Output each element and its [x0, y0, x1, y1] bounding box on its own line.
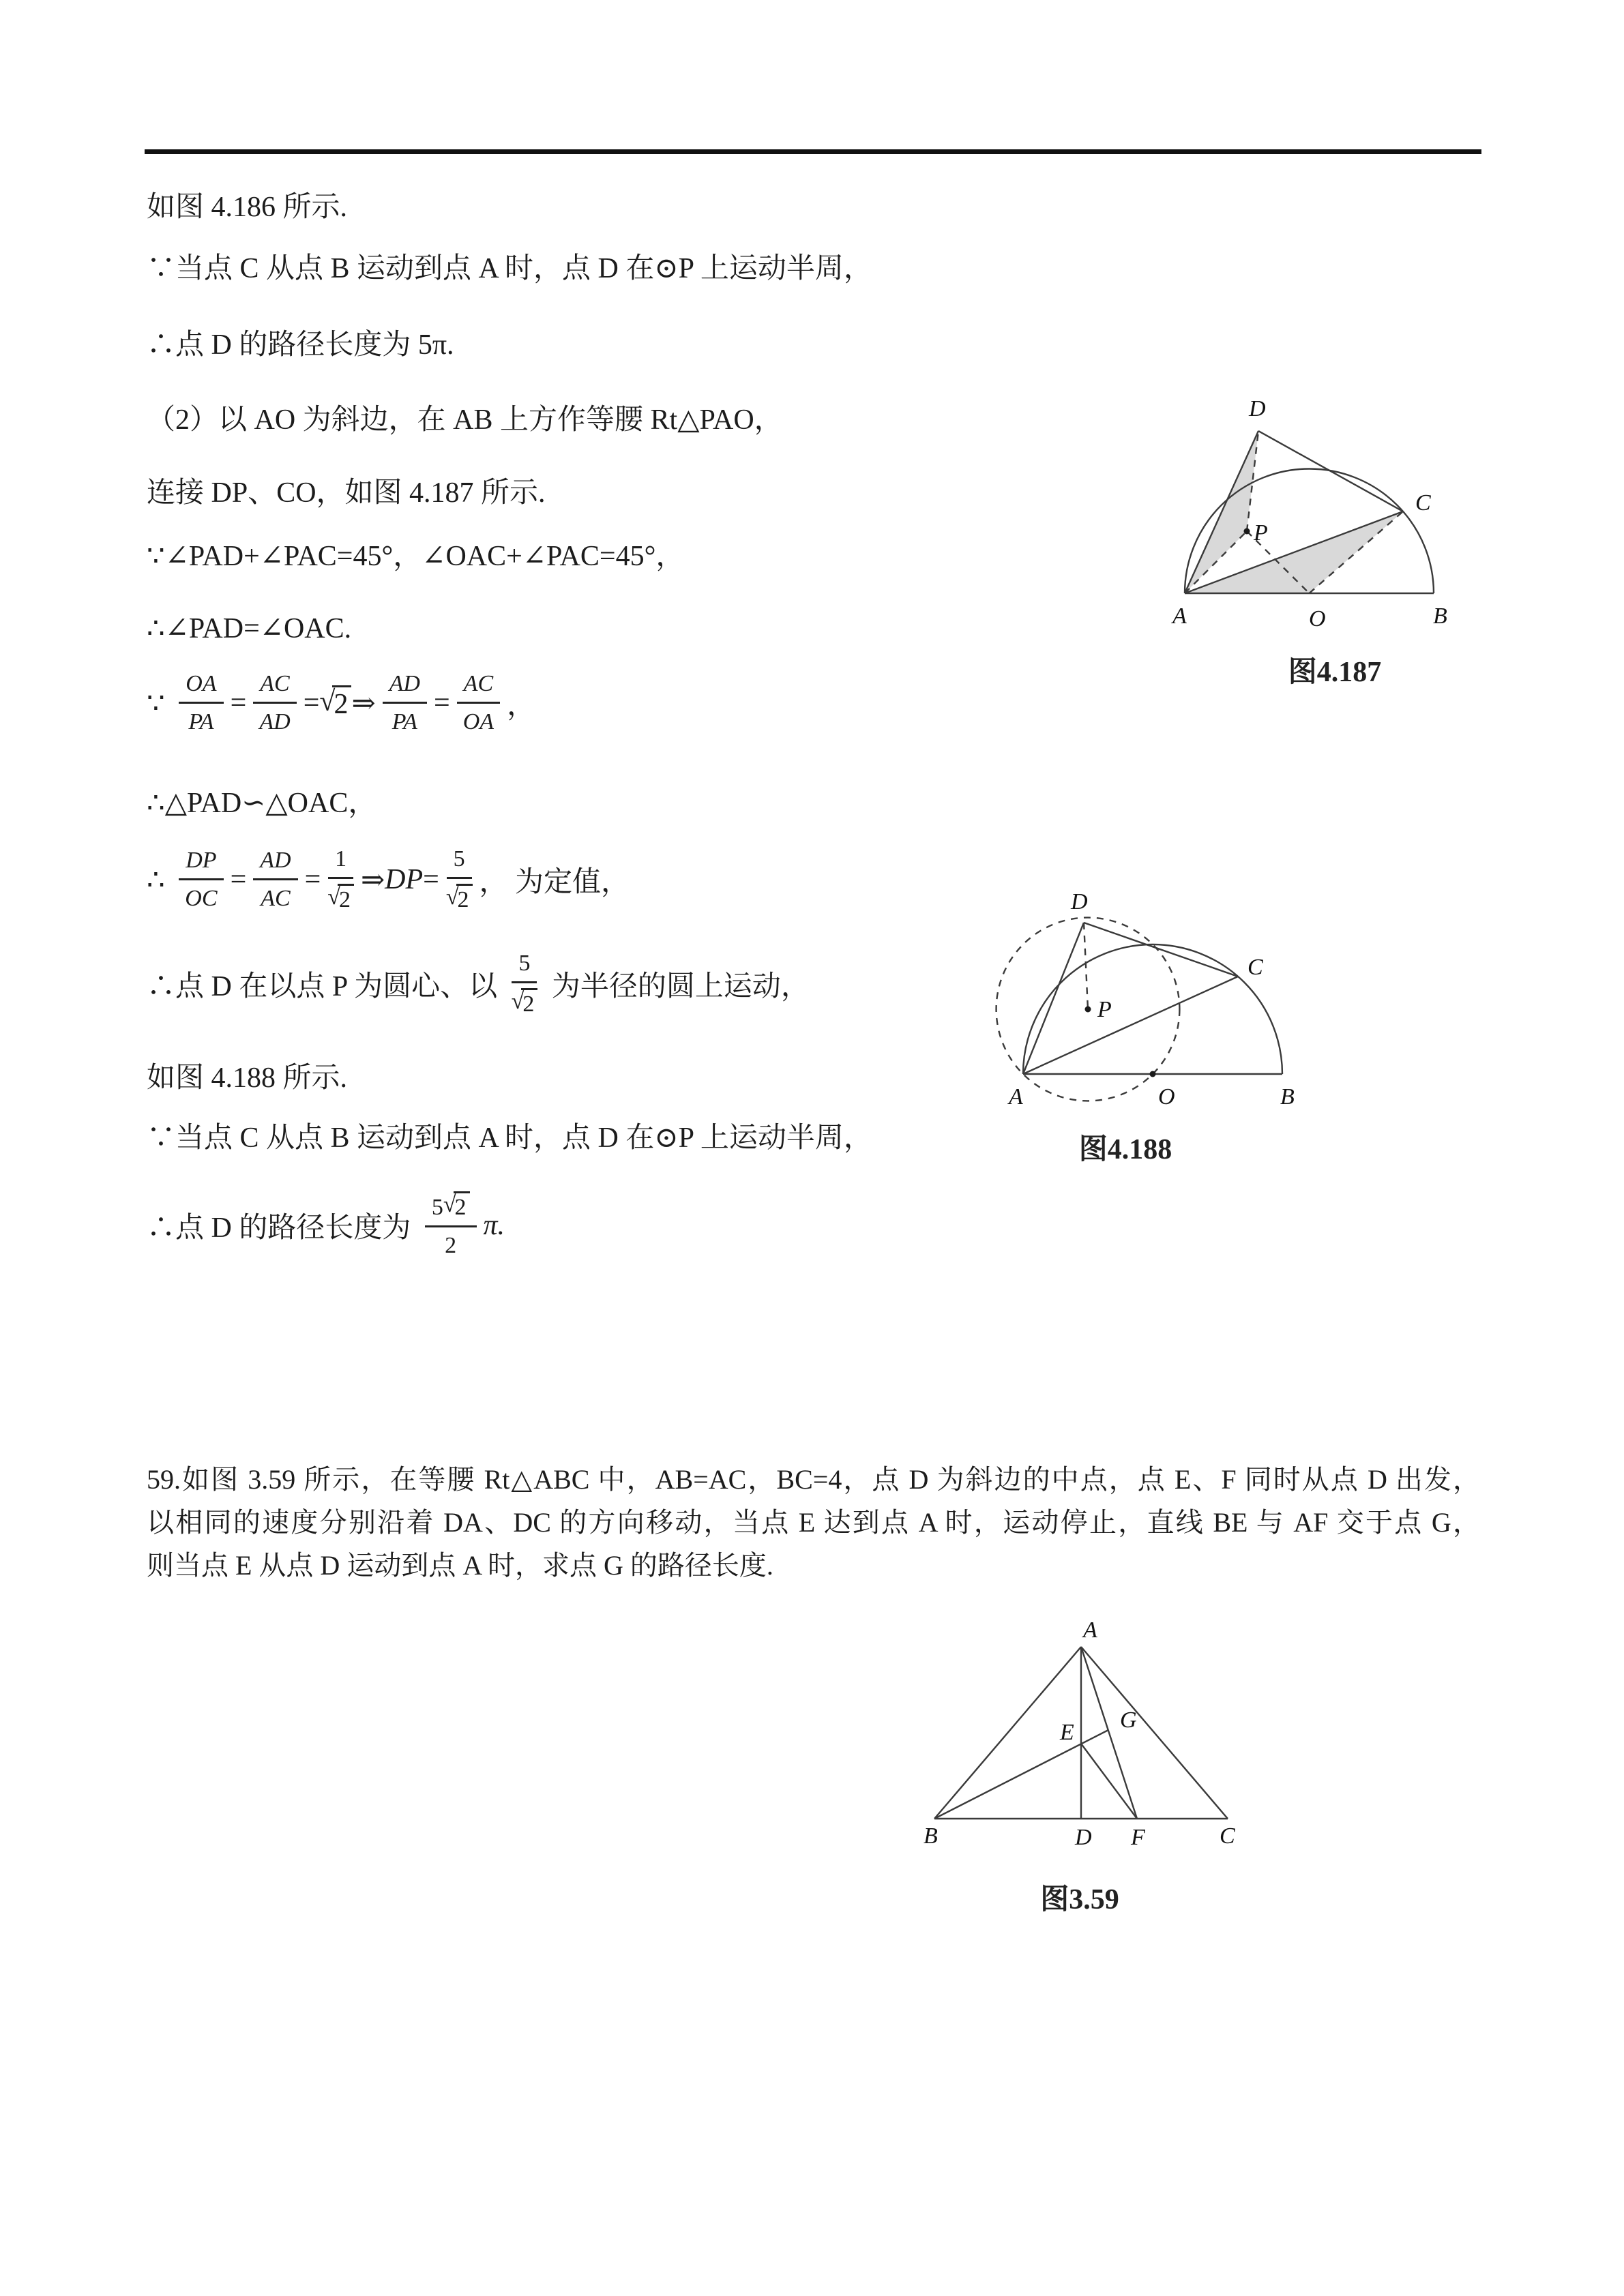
segment-AC	[1023, 976, 1238, 1074]
figure-4-188	[965, 808, 1333, 1122]
radicand: 2	[338, 884, 354, 913]
problem-59-line-3: 则当点 E 从点 D 运动到点 A 时，求点 G 的路径长度.	[147, 1550, 773, 1581]
radical-sign: √	[511, 989, 525, 1015]
segment-BA	[934, 1647, 1081, 1819]
implies-arrow: ⇒	[351, 687, 376, 719]
segment-EF	[1081, 1744, 1137, 1819]
label-F: F	[1131, 1825, 1145, 1850]
fraction-with-radical	[512, 950, 538, 1017]
figure-3-59-caption: 图3.59	[1040, 1884, 1119, 1915]
equals-sign: =	[423, 863, 439, 895]
coefficient: 5	[431, 1195, 443, 1220]
label-D: D	[1071, 889, 1088, 914]
fraction-denominator	[446, 879, 473, 913]
fraction-numerator	[425, 1191, 477, 1227]
label-G: G	[1120, 1708, 1137, 1733]
label-D: D	[1249, 396, 1266, 421]
fraction-denominator	[327, 879, 354, 913]
label-E: E	[1060, 1720, 1074, 1745]
text-line-7: ∴∠PAD=∠OAC.	[147, 613, 352, 644]
fraction	[253, 847, 297, 912]
radicand: 2	[454, 1191, 470, 1221]
fraction-numerator: OA	[179, 670, 223, 704]
implies-arrow: ⇒	[360, 864, 385, 896]
text-line-12: 如图 4.188 所示.	[147, 1062, 348, 1094]
fraction-numerator: 1	[328, 846, 353, 879]
fraction-numerator: 5	[512, 950, 537, 983]
fraction-with-radical	[327, 846, 354, 913]
label-D: D	[1075, 1825, 1092, 1850]
fraction-numerator: AD	[253, 847, 297, 880]
constant-value-note: ， 为定值，	[479, 866, 630, 898]
text-line-9: ∴△PAD∽△OAC，	[147, 788, 377, 819]
label-O: O	[1158, 1084, 1175, 1109]
fraction-numerator: 5	[447, 846, 472, 879]
fraction-numerator: AC	[457, 670, 500, 704]
formula-line-ratios-2	[147, 846, 630, 913]
fraction	[179, 847, 223, 912]
equals-sign: =	[230, 863, 247, 895]
segment-BG	[934, 1730, 1108, 1819]
because-symbol: ∵	[147, 687, 173, 719]
text-line-5: 连接 DP、CO，如图 4.187 所示.	[147, 477, 546, 509]
fraction-with-radical	[446, 846, 473, 913]
fraction	[383, 670, 427, 735]
text-line-6: ∵∠PAD+∠PAC=45°，∠OAC+∠PAC=45°，	[147, 541, 685, 572]
text-line-3: ∴点 D 的路径长度为 5π.	[147, 329, 454, 361]
label-C: C	[1415, 490, 1431, 516]
figure-4-187-caption: 图4.187	[1288, 657, 1382, 688]
point-O-dot	[1150, 1071, 1156, 1077]
fraction-numerator: AD	[383, 670, 427, 704]
fraction-denominator	[512, 983, 538, 1017]
label-O: O	[1309, 606, 1326, 631]
problem-59-line-2: 以相同的速度分别沿着 DA、DC 的方向移动，当点 E 达到点 A 时，运动停止，直线 BE 与 AF 交于点 G，	[147, 1507, 1480, 1538]
label-B: B	[1433, 603, 1447, 629]
label-A: A	[1009, 1084, 1023, 1109]
point-P-dot	[1244, 528, 1250, 535]
fraction-with-radical	[425, 1191, 477, 1259]
segment-DC	[1084, 923, 1238, 976]
label-P: P	[1097, 997, 1112, 1022]
equals-sign: =	[303, 687, 320, 719]
label-B: B	[924, 1823, 938, 1849]
semicircle-arc	[1023, 944, 1282, 1074]
equals-sign: =	[304, 863, 321, 895]
statement-suffix: 为半径的圆上运动，	[544, 970, 810, 1002]
fraction-denominator: PA	[392, 709, 417, 735]
statement-prefix: ∴点 D 在以点 P 为圆心、以	[147, 970, 505, 1002]
figure-4-187	[1151, 389, 1519, 634]
label-B: B	[1280, 1084, 1295, 1109]
radicand: 2	[456, 884, 473, 913]
text-line-1: 如图 4.186 所示.	[147, 192, 348, 223]
label-A: A	[1172, 603, 1187, 629]
segment-DC	[1258, 431, 1403, 511]
segment-AF	[1081, 1647, 1137, 1819]
fraction-denominator: AD	[259, 709, 291, 735]
fraction-numerator: AC	[253, 670, 296, 704]
radical-sign: √	[319, 685, 336, 717]
variable-DP: DP	[385, 863, 424, 895]
radical-sign: √	[445, 884, 459, 910]
fraction	[179, 670, 223, 735]
radical	[319, 685, 351, 721]
figure-4-188-caption: 图4.188	[1078, 1134, 1172, 1165]
fraction-denominator: PA	[188, 709, 214, 735]
radical-sign: √	[327, 884, 340, 910]
fraction-numerator: DP	[179, 847, 223, 880]
point-P-dot	[1085, 1007, 1091, 1013]
fraction-denominator: 2	[445, 1233, 457, 1259]
text-line-2: ∵当点 C 从点 B 运动到点 A 时，点 D 在⊙P 上运动半周，	[147, 253, 872, 284]
fraction-denominator: AC	[261, 886, 291, 912]
equals-sign: =	[230, 687, 247, 719]
problem-59-line-1: 59.如图 3.59 所示，在等腰 Rt△ABC 中，AB=AC，BC=4，点 D 为斜边的中点，点 E、F 同时从点 D 出发，	[147, 1464, 1480, 1495]
formula-line-radius	[147, 950, 810, 1017]
label-P: P	[1254, 520, 1268, 546]
label-C: C	[1247, 955, 1263, 980]
statement-prefix: ∴点 D 的路径长度为	[147, 1212, 418, 1244]
comma: ，	[507, 689, 536, 721]
radicand: 2	[521, 988, 537, 1017]
radicand: 2	[332, 685, 351, 721]
fraction-denominator: OA	[462, 709, 494, 735]
equals-sign: =	[433, 687, 450, 719]
fraction-denominator: OC	[185, 886, 218, 912]
text-line-13: ∵当点 C 从点 B 运动到点 A 时，点 D 在⊙P 上运动半周，	[147, 1122, 872, 1154]
formula-line-path-length	[147, 1191, 505, 1259]
figure-3-59	[907, 1621, 1275, 1853]
top-divider	[145, 149, 1481, 154]
text-line-4: （2）以 AO 为斜边，在 AB 上方作等腰 Rt△PAO，	[147, 404, 783, 436]
dashed-segment-DP	[1084, 923, 1088, 1009]
fraction	[253, 670, 296, 735]
therefore-symbol: ∴	[147, 864, 173, 896]
label-C: C	[1220, 1823, 1235, 1849]
pi-and-period: π.	[483, 1209, 505, 1241]
label-A: A	[1083, 1621, 1097, 1643]
radical-sign: √	[443, 1192, 456, 1217]
formula-line-ratios-1	[147, 670, 535, 735]
fraction	[457, 670, 500, 735]
